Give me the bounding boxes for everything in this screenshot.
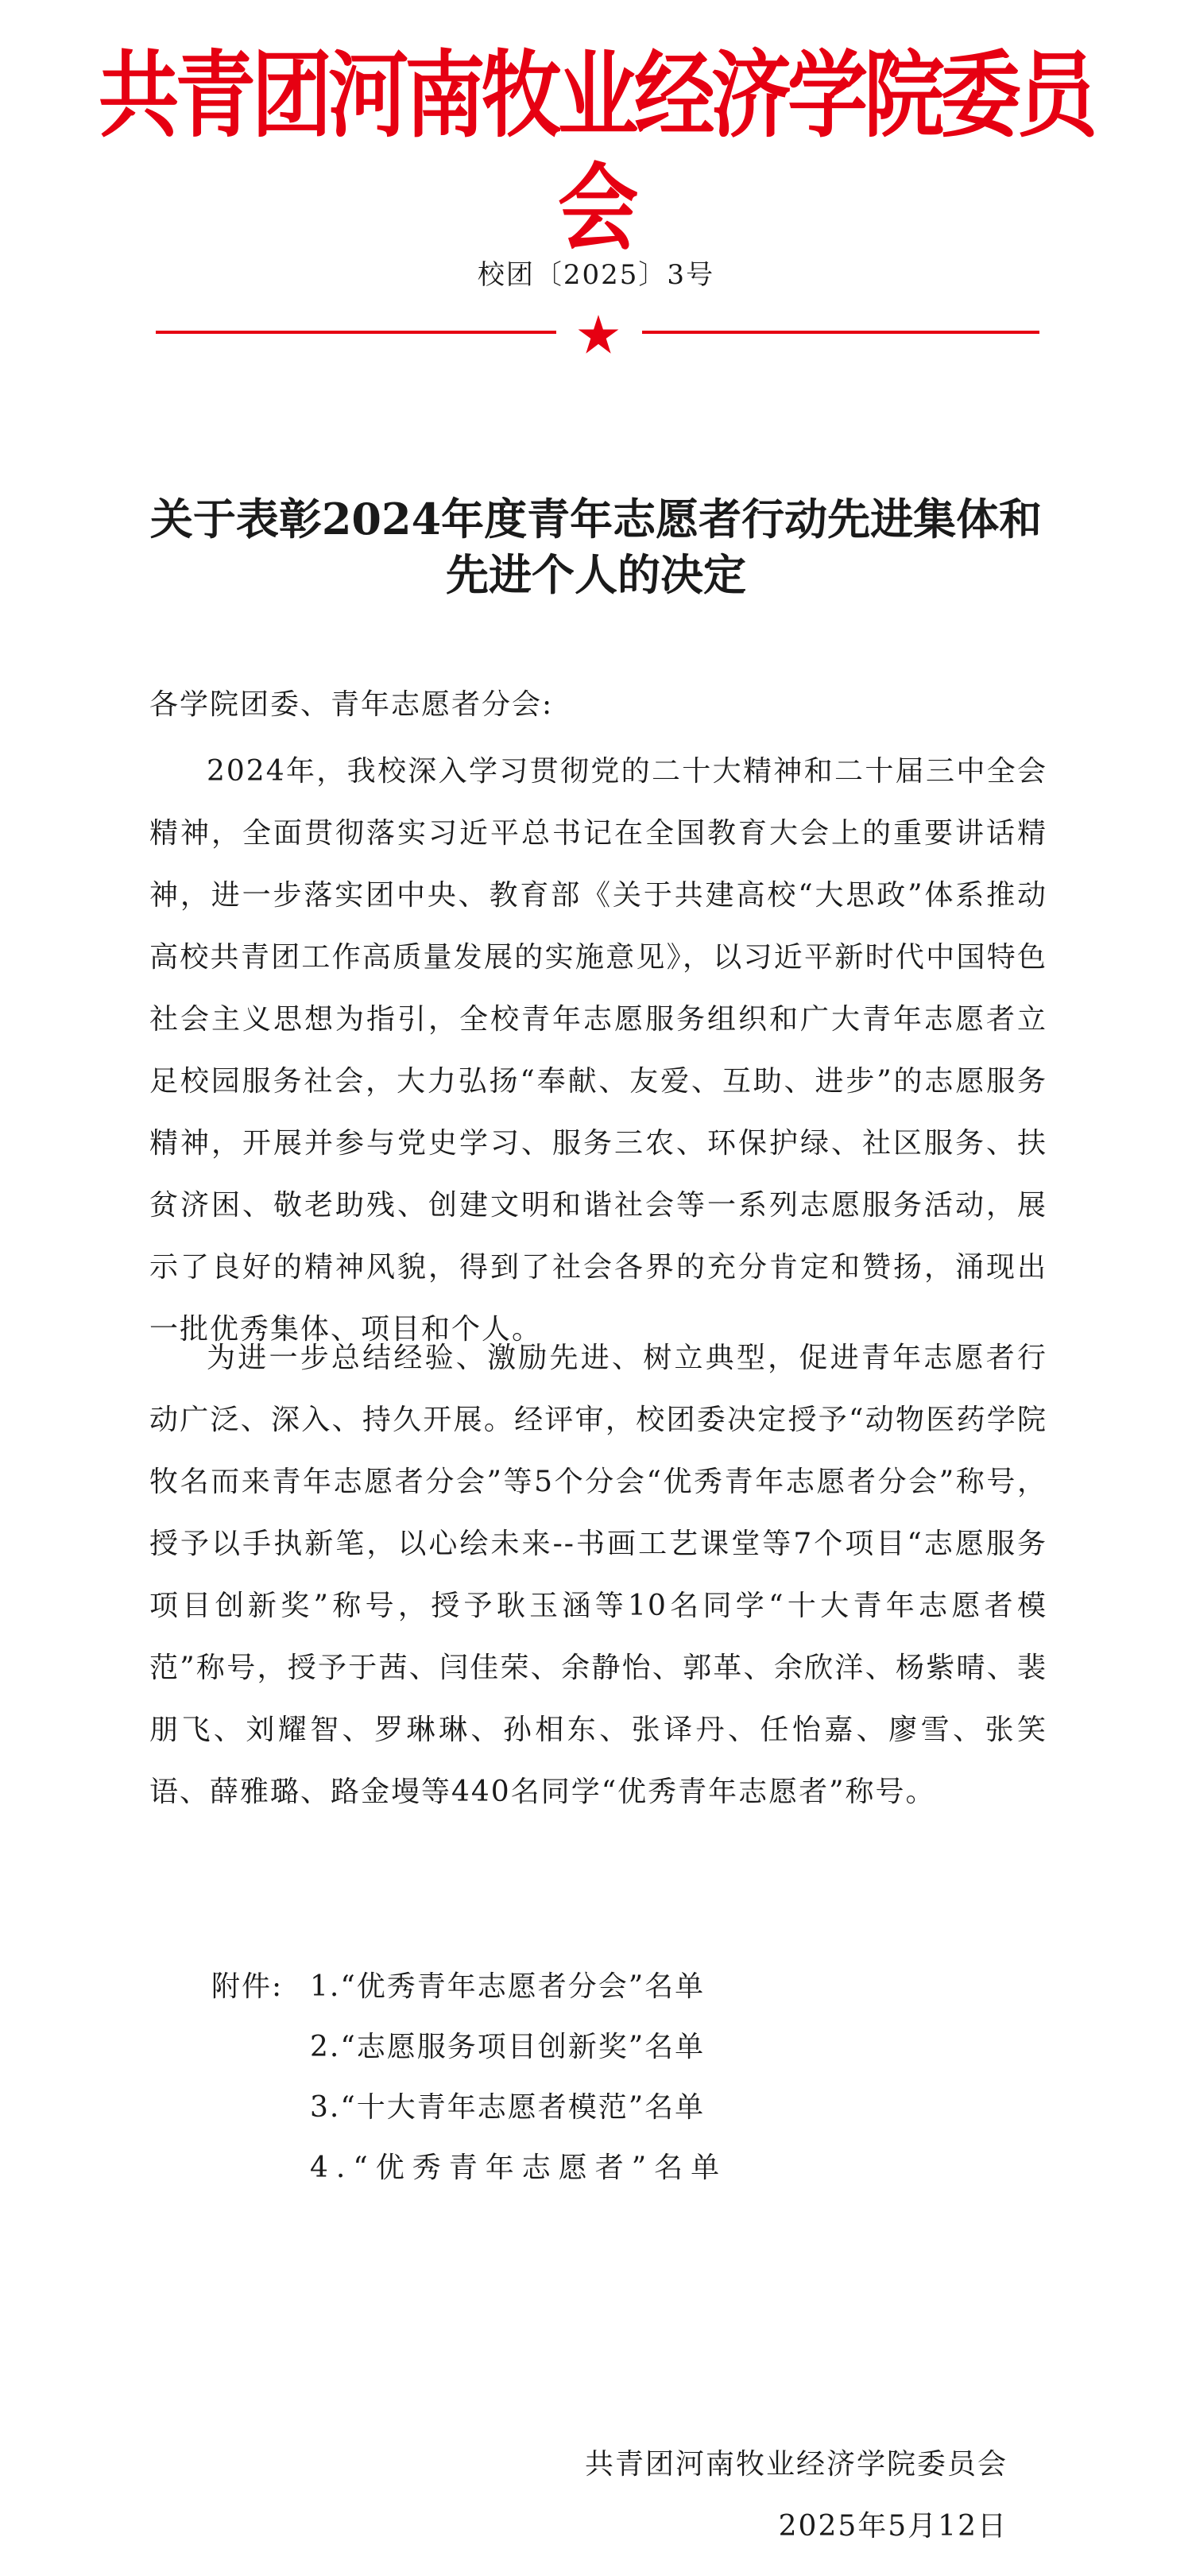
title-line-1: 关于表彰2024年度青年志愿者行动先进集体和 xyxy=(149,494,1043,544)
attachments-list xyxy=(211,1957,727,2198)
attachment-row xyxy=(211,2138,727,2198)
body-paragraph-1 xyxy=(149,741,1047,1361)
signature-date: 2025年5月12日 xyxy=(778,2510,1008,2543)
paragraph-text: 为进一步总结经验、激励先进、树立典型，促进青年志愿者行动广泛、深入、持久开展。经评审，校团委决定授予“动物医药学院牧名而来青年志愿者分会”等5个分会“优秀青年志愿者分会”称号，授予以手执新笔，以心绘未来--书画工艺课堂等7个项目“志愿服务项目创新奖”称号，授予耿玉涵等10名同学“十大青年志愿者模范”称号，授予于茜、闫佳荣、余静怡、郭革、余欣洋、杨紫晴、裴朋飞、刘耀智、罗琳琳、孙相东、张译丹、任怡嘉、廖雪、张笑语、薛雅璐、路金墁等440名同学“优秀青年志愿者”称号。 xyxy=(149,1342,1047,1808)
title-line-2: 先进个人的决定 xyxy=(446,549,746,600)
body-paragraph-2 xyxy=(149,1327,1047,1823)
salutation: 各学院团委、青年志愿者分会: xyxy=(149,688,554,721)
attachment-row xyxy=(211,2017,727,2078)
star-icon xyxy=(577,313,620,356)
paragraph-text: 2024年，我校深入学习贯彻党的二十大精神和二十届三中全会精神，全面贯彻落实习近平总书记在全国教育大会上的重要讲话精神，进一步落实团中央、教育部《关于共建高校“大思政”体系推动高校共青团工作高质量发展的实施意见》，以习近平新时代中国特色社会主义思想为指引，全校青年志愿服务组织和广大青年志愿者立足校园服务社会，大力弘扬“奉献、友爱、互助、进步”的志愿服务精神，开展并参与党史学习、服务三农、环保护绿、社区服务、扶贫济困、敬老助残、创建文明和谐社会等一系列志愿服务活动，展示了良好的精神风貌，得到了社会各界的充分肯定和赞扬，涌现出一批优秀集体、项目和个人。 xyxy=(149,755,1047,1346)
document-number: 校团〔2025〕3号 xyxy=(477,259,715,291)
divider-line-left xyxy=(156,331,556,334)
attachment-item: 3.“十大青年志愿者模范”名单 xyxy=(310,2091,706,2124)
attachment-row xyxy=(211,2078,727,2138)
attachment-item: 4.“优秀青年志愿者”名单 xyxy=(310,2152,728,2184)
attachments-label: 附件: xyxy=(211,1970,284,2003)
attachment-row xyxy=(211,1957,727,2017)
red-divider xyxy=(0,316,1192,345)
org-masthead: 共青团河南牧业经济学院委员会 xyxy=(98,41,1094,263)
signature-org: 共青团河南牧业经济学院委员会 xyxy=(584,2448,1008,2481)
attachment-item: 1.“优秀青年志愿者分会”名单 xyxy=(310,1970,706,2003)
document-title xyxy=(0,491,1192,602)
divider-line-right xyxy=(642,331,1039,334)
attachment-item: 2.“志愿服务项目创新奖”名单 xyxy=(310,2031,706,2063)
